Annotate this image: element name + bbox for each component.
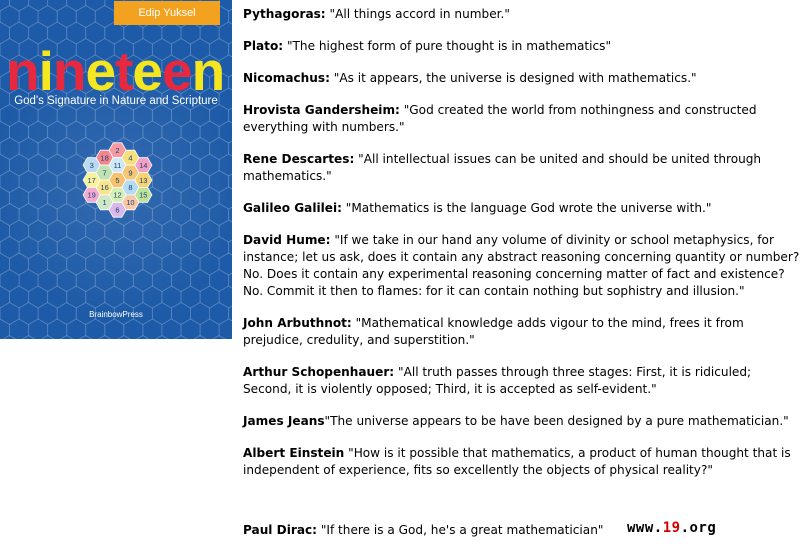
honeycomb-number: 4 xyxy=(128,153,133,163)
honeycomb-number: 19 xyxy=(87,190,96,200)
book-cover xyxy=(0,0,232,339)
honeycomb-number: 15 xyxy=(139,190,148,200)
last-quote xyxy=(243,523,603,537)
honeycomb-number: 10 xyxy=(126,198,135,208)
honeycomb-number: 5 xyxy=(115,175,120,185)
quote-author: Nicomachus: xyxy=(243,71,330,85)
honeycomb-number: 16 xyxy=(100,183,109,193)
quote-item xyxy=(243,102,803,136)
honeycomb-number: 9 xyxy=(128,168,133,178)
quote-text: "All intellectual issues can be united and should be united through mathematics." xyxy=(243,152,762,183)
quote-item xyxy=(243,315,803,349)
quote-author: Albert Einstein xyxy=(243,446,345,460)
quote-item xyxy=(243,232,803,300)
quote-author: David Hume: xyxy=(243,233,331,247)
quote-author: Galileo Galilei: xyxy=(243,201,342,215)
quote-author: Plato: xyxy=(243,39,284,53)
quote-text: "The highest form of pure thought is in mathematics" xyxy=(283,39,612,53)
site-number: 19 xyxy=(662,520,681,536)
quote-text: "If there is a God, he's a great mathematician" xyxy=(316,523,604,537)
quote-list xyxy=(243,6,803,494)
title-letter: e xyxy=(162,40,192,102)
quote-text: "All truth passes through three stages: First, it is ridiculed; Second, it is violently opposed; Third, it is accepted as self-evident." xyxy=(243,365,752,396)
title-letter: i xyxy=(38,40,53,102)
quote-text: "If we take in our hand any volume of divinity or school metaphysics, for instance; let us ask, does it contain any abstract reasoning concerning quantity or number? No. Does it contain any experimental reasoning concerning matter of fact and existence? No. Commit it then to flames: for it can contain nothing but sophistry and illusion." xyxy=(243,233,800,298)
title-letter: t xyxy=(115,40,133,102)
title-letter: e xyxy=(132,40,163,102)
quote-item xyxy=(243,70,803,87)
title-letter: n xyxy=(6,40,39,102)
quote-item xyxy=(243,364,803,398)
quote-text: "Mathematics is the language God wrote the universe with." xyxy=(341,201,712,215)
quote-item xyxy=(243,6,803,23)
quote-author: Rene Descartes: xyxy=(243,152,355,166)
title-letter: e xyxy=(85,40,116,102)
quote-text: "How is it possible that mathematics, a product of human thought that is independent of experience, fits so excellently the objects of physical reality?" xyxy=(243,446,791,477)
honeycomb-number: 3 xyxy=(89,160,94,170)
quote-author: Paul Dirac: xyxy=(243,523,317,537)
honeycomb-number: 8 xyxy=(128,183,133,193)
quote-text: "All things accord in number." xyxy=(325,7,510,21)
honeycomb-number: 14 xyxy=(139,160,148,170)
quote-item xyxy=(243,200,803,217)
quote-text: "Mathematical knowledge adds vigour to the mind, frees it from prejudice, credulity, and superstition." xyxy=(243,316,744,347)
site-prefix: www. xyxy=(627,520,663,536)
cover-subtitle: God's Signature in Nature and Scripture xyxy=(14,95,218,107)
quote-text: "As it appears, the universe is designed with mathematics." xyxy=(329,71,697,85)
publisher-label: BrainbowPress xyxy=(89,310,143,319)
site-suffix: .org xyxy=(680,520,717,536)
quote-item xyxy=(243,445,803,479)
honeycomb-number: 12 xyxy=(113,190,122,200)
honeycomb-number: 11 xyxy=(113,160,122,170)
website-link[interactable] xyxy=(627,520,716,536)
number-honeycomb xyxy=(70,140,165,220)
quote-author: Arthur Schopenhauer: xyxy=(243,365,395,379)
honeycomb-number: 2 xyxy=(115,146,120,156)
quote-author: Pythagoras: xyxy=(243,7,326,21)
quote-author: James Jeans xyxy=(243,414,325,428)
honeycomb-number: 17 xyxy=(87,175,96,185)
title-letter: n xyxy=(52,40,86,102)
title-letter: n xyxy=(191,40,225,102)
honeycomb-number: 7 xyxy=(102,168,107,178)
honeycomb-number: 1 xyxy=(102,198,107,208)
honeycomb-number: 13 xyxy=(139,175,148,185)
quote-text: "God created the world from nothingness and constructed everything with numbers." xyxy=(243,103,757,134)
quote-item xyxy=(243,151,803,185)
author-label: Edip Yuksel xyxy=(114,1,220,25)
quote-item xyxy=(243,413,803,430)
quote-item xyxy=(243,38,803,55)
quote-author: John Arbuthnot: xyxy=(243,316,352,330)
honeycomb-number: 18 xyxy=(100,153,109,163)
honeycomb-number: 6 xyxy=(115,205,120,215)
quote-text: "The universe appears to be have been designed by a pure mathematician." xyxy=(324,414,789,428)
quote-author: Hrovista Gandersheim: xyxy=(243,103,400,117)
